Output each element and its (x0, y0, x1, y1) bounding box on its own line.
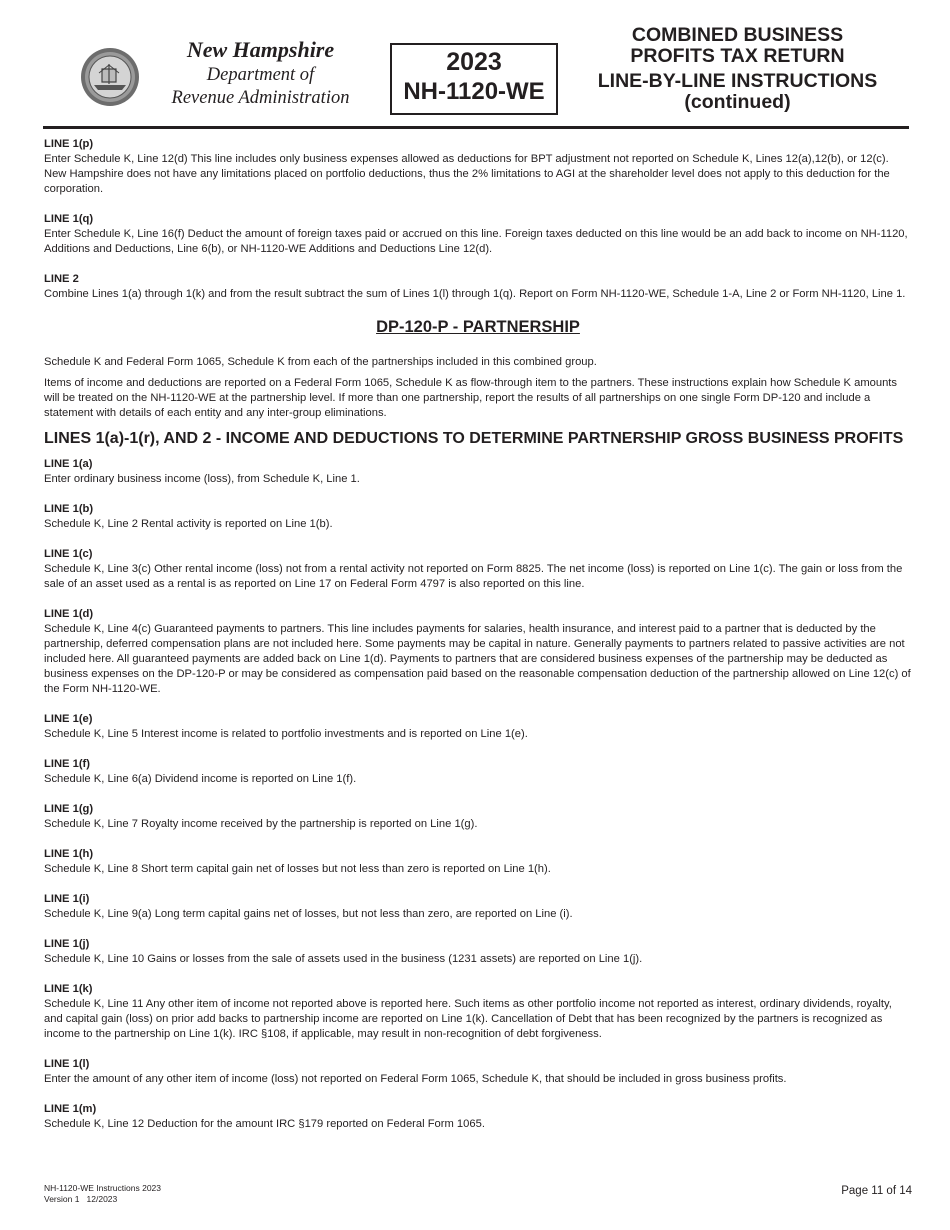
footer-document-info (44, 1183, 161, 1205)
line-text: Schedule K, Line 2 Rental activity is reported on Line 1(b). (44, 518, 333, 530)
title-line-2: PROFITS TAX RETURN (630, 45, 845, 67)
line-text: Enter Schedule K, Line 16(f) Deduct the amount of foreign taxes paid or accrued on this line. Foreign taxes deducted on this line would be an add back to income on NH-1120, Additions and Deductions, Line 6(b), or NH-1120-WE Additions and Deductions Line 12(d). (44, 228, 908, 255)
partnership-intro: Schedule K and Federal Form 1065, Schedule K from each of the partnerships included in this combined group. (44, 356, 597, 368)
line-text: Schedule K, Line 8 Short term capital gain net of losses but not less than zero is reported on Line 1(h). (44, 863, 551, 875)
form-year: 2023 (446, 48, 502, 76)
agency-state: New Hampshire (186, 37, 335, 62)
line-label: LINE 1(m) (44, 1103, 97, 1115)
line-text: Schedule K, Line 10 Gains or losses from the sale of assets used in the business (1231 assets) are reported on Line 1(j). (44, 953, 643, 965)
line-section (44, 757, 912, 787)
line-label: LINE 1(k) (44, 983, 93, 995)
line-section (44, 847, 912, 877)
line-label: LINE 1(h) (44, 848, 94, 860)
line-label: LINE 1(e) (44, 713, 93, 725)
line-section (44, 457, 912, 487)
line-text: Schedule K, Line 5 Interest income is related to portfolio investments and is reported on Line 1(e). (44, 728, 528, 740)
line-section (44, 982, 912, 1042)
line-section (44, 212, 912, 257)
line-label: LINE 1(d) (44, 608, 94, 620)
line-label: LINE 1(b) (44, 503, 94, 515)
line-label: LINE 1(p) (44, 138, 94, 150)
line-section (44, 1057, 912, 1087)
line-section (44, 547, 912, 592)
line-text: Combine Lines 1(a) through 1(k) and from the result subtract the sum of Lines 1(l) through 1(q). Report on Form NH-1120-WE, Schedule 1-A, Line 2 or Form NH-1120, Line 1. (44, 288, 906, 300)
line-text: Schedule K, Line 9(a) Long term capital gains net of losses, but not less than zero, are reported on Line (i). (44, 908, 573, 920)
line-section (44, 892, 912, 922)
line-section (44, 607, 912, 697)
line-text: Schedule K, Line 6(a) Dividend income is reported on Line 1(f). (44, 773, 357, 785)
line-text: Enter Schedule K, Line 12(d) This line includes only business expenses allowed as deductions for BPT adjustment not reported on Schedule K, Lines 12(a),12(b), or 12(c). New Hampshire does not have any limitations placed on portfolio deductions, thus the 2% limitations to AGI at the shareholder level does not apply to this deduction for the corporation. (44, 153, 890, 195)
agency-block (148, 36, 373, 110)
line-label: LINE 2 (44, 273, 79, 285)
document-title (585, 25, 890, 113)
form-number: NH-1120-WE (403, 78, 545, 105)
line-label: LINE 1(j) (44, 938, 90, 950)
line-section (44, 272, 912, 302)
line-label: LINE 1(a) (44, 458, 93, 470)
line-label: LINE 1(l) (44, 1058, 90, 1070)
line-label: LINE 1(c) (44, 548, 93, 560)
line-text: Enter ordinary business income (loss), from Schedule K, Line 1. (44, 473, 360, 485)
line-text: Enter the amount of any other item of income (loss) not reported on Federal Form 1065, Schedule K, that should be included in gross business profits. (44, 1073, 787, 1085)
header-divider (43, 126, 909, 129)
title-line-1: COMBINED BUSINESS (631, 24, 844, 46)
partnership-heading: DP-120-P - PARTNERSHIP (376, 318, 580, 336)
page-number: Page 11 of 14 (841, 1185, 912, 1197)
instructions-body (44, 137, 912, 1147)
agency-name: Revenue Administration (171, 88, 350, 108)
title-line-4: (continued) (684, 91, 791, 113)
line-section (44, 712, 912, 742)
line-label: LINE 1(q) (44, 213, 94, 225)
line-text: Schedule K, Line 12 Deduction for the amount IRC §179 reported on Federal Form 1065. (44, 1118, 485, 1130)
line-label: LINE 1(g) (44, 803, 94, 815)
agency-department: Department of (206, 65, 315, 85)
line-section (44, 502, 912, 532)
partnership-description: Items of income and deductions are reported on a Federal Form 1065, Schedule K as flow-through item to the partners. These instructions explain how Schedule K amounts will be treated on the NH-1120-WE at the partnership level. If more than one partnership, report the results of all partnerships on one single Form DP-120 and include a statement with details of each entity and any inter-group eliminations. (44, 377, 898, 419)
line-label: LINE 1(i) (44, 893, 90, 905)
line-text: Schedule K, Line 3(c) Other rental income (loss) not from a rental activity not reported on Form 8825. The net income (loss) is reported on Line 1(c). The gain or loss from the sale of an asset used as a rental is as reported on Line 17 on Federal Form 4797 is also reported on this line. (44, 563, 903, 590)
state-seal-icon (80, 47, 140, 107)
footer-version: Version 1 12/2023 (44, 1194, 118, 1204)
line-text: Schedule K, Line 4(c) Guaranteed payments to partners. This line includes payments for salaries, health insurance, and interest paid to a partner that is deducted by the partnership, deferred compensation plans are not included here. Some payments may be capital in nature. Generally payments to partners related to passive activities are not included here. All guaranteed payments are added back on Line 1(d). Payments to partners that are considered business expenses of the partnership may be deducted as business expenses on the DP-120-P or may be considered as compensation paid based on the reasonable compensation deduction of the partnership allowed on Line 12(c) of the Form NH-1120-WE. (44, 623, 911, 695)
line-section (44, 937, 912, 967)
line-text: Schedule K, Line 7 Royalty income received by the partnership is reported on Line 1(g). (44, 818, 478, 830)
line-section (44, 137, 912, 197)
line-section (44, 802, 912, 832)
form-id-box (390, 43, 558, 115)
footer-doc-name: NH-1120-WE Instructions 2023 (44, 1183, 162, 1193)
line-section (44, 1102, 912, 1132)
line-text: Schedule K, Line 11 Any other item of income not reported above is reported here. Such items as other portfolio income not reported as interest, ordinary dividends, royalty, and capital gain (loss) on prior add backs to partnership income are reported on Line 1(k). Cancellation of Debt that has been recognized by the partners is recognized as income to the partnership on Line 1(k). IRC §108, if applicable, may result in non-recognition of debt forgiveness. (44, 998, 892, 1040)
line-label: LINE 1(f) (44, 758, 90, 770)
lines-heading: LINES 1(a)-1(r), AND 2 - INCOME AND DEDUCTIONS TO DETERMINE PARTNERSHIP GROSS BUSINESS PROFITS (44, 430, 904, 447)
title-line-3: LINE-BY-LINE INSTRUCTIONS (597, 70, 878, 92)
